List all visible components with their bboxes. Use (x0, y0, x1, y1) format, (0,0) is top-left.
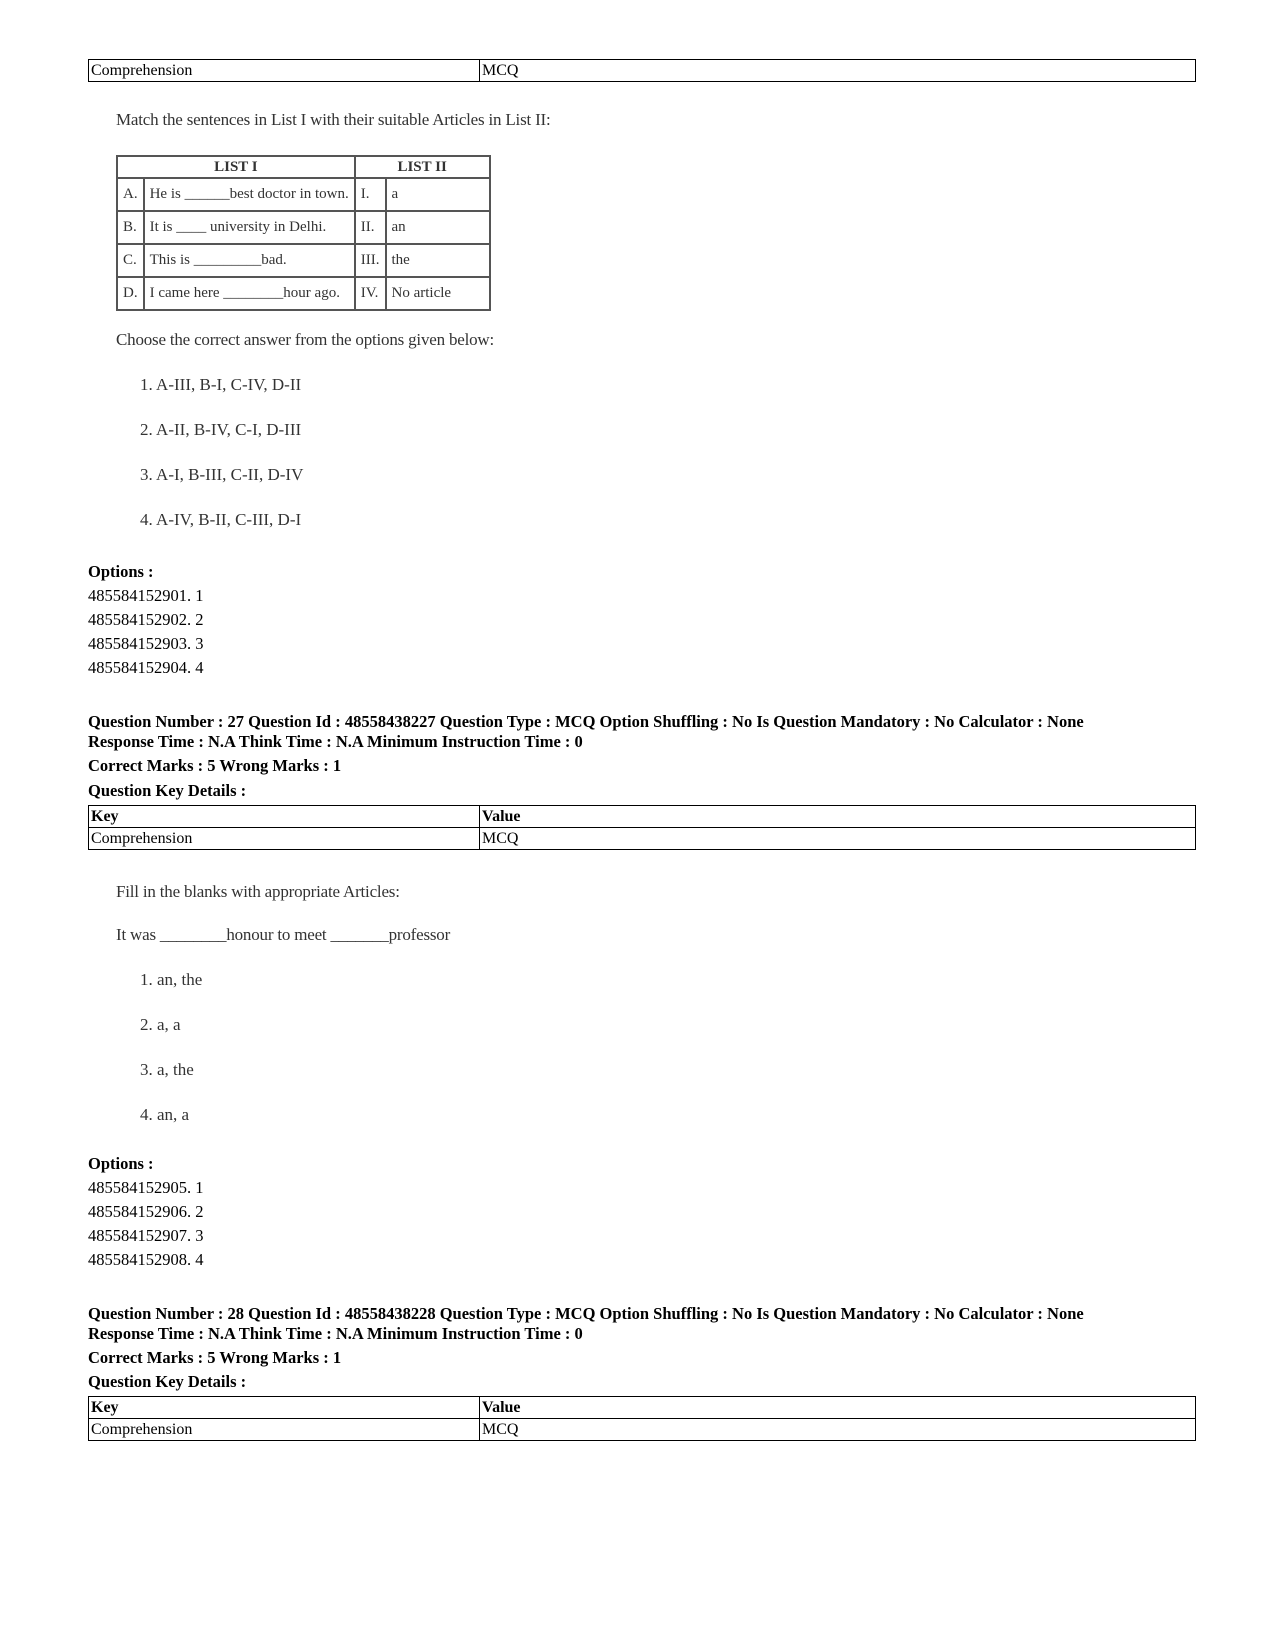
table-header-row (89, 1397, 1196, 1419)
value-header: Value (480, 1397, 1196, 1419)
table-row (117, 211, 490, 244)
value-cell: MCQ (480, 828, 1196, 850)
row-numeral: IV. (355, 277, 386, 310)
q28-marks: Correct Marks : 5 Wrong Marks : 1 (88, 1348, 342, 1367)
list2-header: LIST II (355, 156, 490, 178)
q26-choice-3: 3. A-I, B-III, C-II, D-IV (140, 465, 304, 484)
q27-choice-2: 2. a, a (140, 1015, 181, 1034)
q26-options-label: Options : (88, 562, 154, 581)
table-row (117, 178, 490, 211)
q26-choice-1: 1. A-III, B-I, C-IV, D-II (140, 375, 302, 394)
row-numeral: I. (355, 178, 386, 211)
q26-choice-4: 4. A-IV, B-II, C-III, D-I (140, 510, 302, 529)
q27-instruction: Fill in the blanks with appropriate Articles: (116, 882, 400, 901)
table-row (89, 828, 1196, 850)
value-cell: MCQ (480, 60, 1196, 82)
q27-meta-line2: Response Time : N.A Think Time : N.A Minimum Instruction Time : 0 (88, 732, 583, 751)
table-header-row (89, 806, 1196, 828)
row-numeral: II. (355, 211, 386, 244)
q27-meta-line1: Question Number : 27 Question Id : 48558438227 Question Type : MCQ Option Shuffling : No Is Question Mandatory : No Calculator : None (88, 712, 1084, 731)
q27-option-2: 485584152906. 2 (88, 1202, 204, 1221)
row-article: an (386, 211, 490, 244)
row-sentence: I came here ________hour ago. (144, 277, 355, 310)
table-row (89, 60, 1196, 82)
row-letter: C. (117, 244, 144, 277)
row-numeral: III. (355, 244, 386, 277)
q28-key-details-label: Question Key Details : (88, 1372, 247, 1391)
q27-key-details-label: Question Key Details : (88, 781, 247, 800)
list1-header: LIST I (117, 156, 355, 178)
table-row (89, 1419, 1196, 1441)
q27-choice-4: 4. an, a (140, 1105, 190, 1124)
q26-option-3: 485584152903. 3 (88, 634, 204, 653)
top-key-value-table (88, 59, 1196, 82)
row-article: No article (386, 277, 490, 310)
q27-key-value-table (88, 805, 1196, 850)
table-row (117, 244, 490, 277)
value-header: Value (480, 806, 1196, 828)
row-article: a (386, 178, 490, 211)
row-sentence: This is _________bad. (144, 244, 355, 277)
key-cell: Comprehension (89, 828, 480, 850)
q27-options-label: Options : (88, 1154, 154, 1173)
q28-key-value-table (88, 1396, 1196, 1441)
q27-choice-1: 1. an, the (140, 970, 203, 989)
row-sentence: He is ______best doctor in town. (144, 178, 355, 211)
row-letter: B. (117, 211, 144, 244)
row-article: the (386, 244, 490, 277)
q27-choice-3: 3. a, the (140, 1060, 194, 1079)
key-cell: Comprehension (89, 1419, 480, 1441)
q27-marks: Correct Marks : 5 Wrong Marks : 1 (88, 756, 342, 775)
key-header: Key (89, 806, 480, 828)
q27-option-3: 485584152907. 3 (88, 1226, 204, 1245)
q26-option-2: 485584152902. 2 (88, 610, 204, 629)
row-sentence: It is ____ university in Delhi. (144, 211, 355, 244)
q26-choice-2: 2. A-II, B-IV, C-I, D-III (140, 420, 302, 439)
q28-meta-line2: Response Time : N.A Think Time : N.A Minimum Instruction Time : 0 (88, 1324, 583, 1343)
value-cell: MCQ (480, 1419, 1196, 1441)
table-header-row (117, 156, 490, 178)
q28-meta-line1: Question Number : 28 Question Id : 48558438228 Question Type : MCQ Option Shuffling : No Is Question Mandatory : No Calculator : None (88, 1304, 1084, 1323)
q26-option-1: 485584152901. 1 (88, 586, 204, 605)
table-row (117, 277, 490, 310)
q26-match-table (116, 155, 491, 311)
q27-option-1: 485584152905. 1 (88, 1178, 204, 1197)
q27-sentence: It was ________honour to meet _______professor (116, 925, 451, 944)
q26-choose-text: Choose the correct answer from the options given below: (116, 330, 495, 349)
key-cell: Comprehension (89, 60, 480, 82)
q26-option-4: 485584152904. 4 (88, 658, 204, 677)
row-letter: D. (117, 277, 144, 310)
q26-instruction: Match the sentences in List I with their suitable Articles in List II: (116, 110, 551, 129)
row-letter: A. (117, 178, 144, 211)
q27-option-4: 485584152908. 4 (88, 1250, 204, 1269)
key-header: Key (89, 1397, 480, 1419)
